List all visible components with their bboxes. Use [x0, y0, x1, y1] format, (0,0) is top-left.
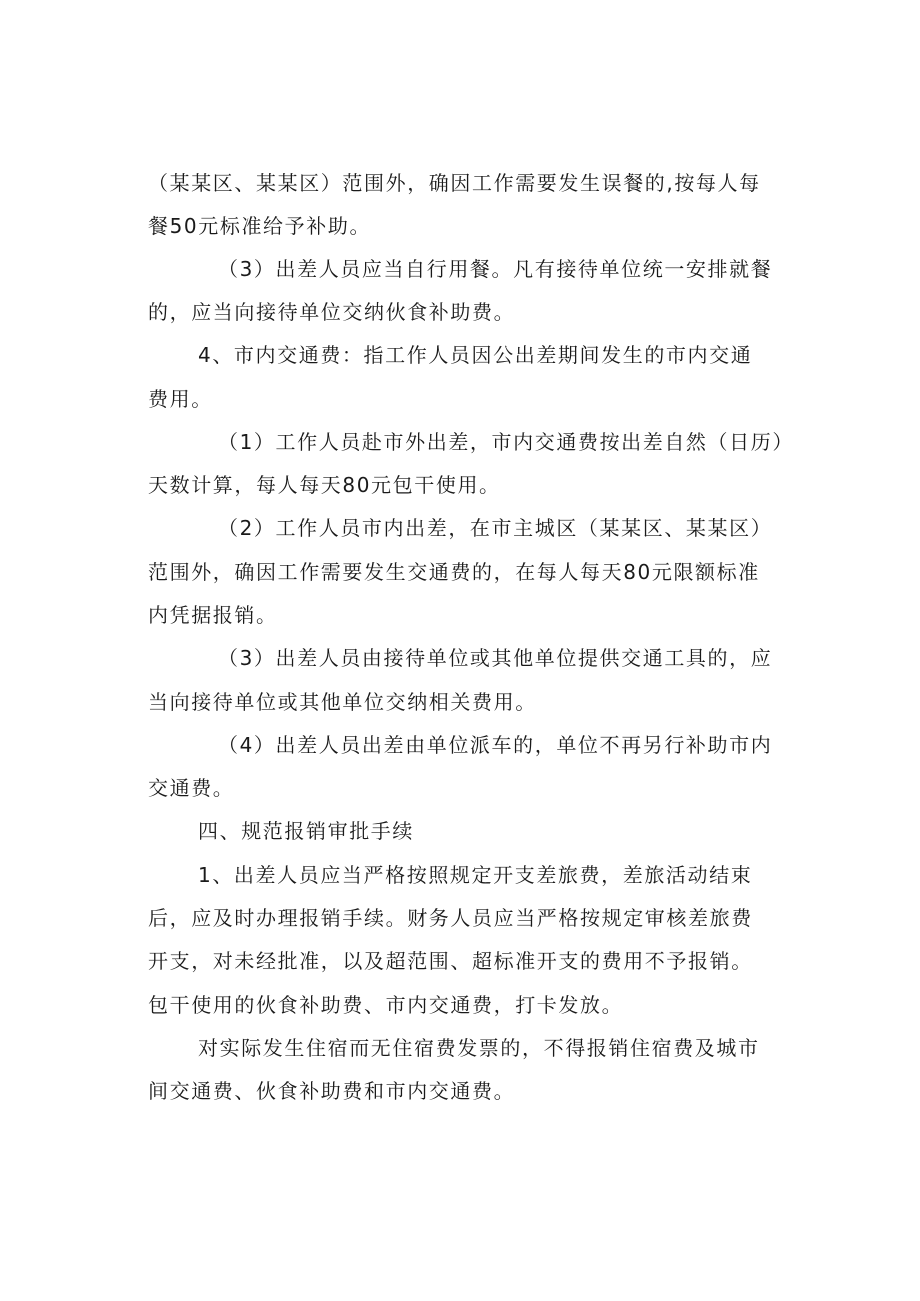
- text-line: 天数计算，每人每天80元包干使用。: [148, 473, 501, 497]
- text-line: 交通费。: [148, 776, 235, 800]
- text-line: 的，应当向接待单位交纳伙食补助费。: [148, 300, 516, 324]
- text-line: 费用。: [148, 387, 213, 411]
- text-line: 间交通费、伙食补助费和市内交通费。: [148, 1079, 516, 1103]
- text-line: 对实际发生住宿而无住宿费发票的，不得报销住宿费及城市: [198, 1036, 760, 1060]
- text-line: 范围外，确因工作需要发生交通费的，在每人每天80元限额标准: [148, 560, 760, 584]
- text-line: （4）出差人员出差由单位派车的，单位不再另行补助市内: [218, 733, 773, 757]
- text-line: 4、市内交通费：指工作人员因公出差期间发生的市内交通: [198, 343, 753, 367]
- text-line: 餐50元标准给予补助。: [148, 214, 372, 238]
- text-line: 包干使用的伙食补助费、市内交通费，打卡发放。: [148, 993, 624, 1017]
- text-line: 1、出差人员应当严格按照规定开支差旅费，差旅活动结束: [198, 863, 753, 887]
- text-line: （2）工作人员市内出差，在市主城区（某某区、某某区）: [218, 516, 773, 540]
- text-line: （1）工作人员赴市外出差，市内交通费按出差自然（日历）: [218, 430, 794, 454]
- text-line: 内凭据报销。: [148, 603, 278, 627]
- text-line: 当向接待单位或其他单位交纳相关费用。: [148, 690, 537, 714]
- text-line: 后，应及时办理报销手续。财务人员应当严格按规定审核差旅费: [148, 906, 753, 930]
- text-line: （3）出差人员应当自行用餐。凡有接待单位统一安排就餐: [218, 257, 773, 281]
- text-line: 开支，对未经批准，以及超范围、超标准开支的费用不予报销。: [148, 949, 753, 973]
- section-heading: 四、规范报销审批手续: [198, 819, 414, 843]
- text-line: （3）出差人员由接待单位或其他单位提供交通工具的，应: [218, 646, 773, 670]
- text-line: （某某区、某某区）范围外，确因工作需要发生误餐的,按每人每: [148, 171, 761, 195]
